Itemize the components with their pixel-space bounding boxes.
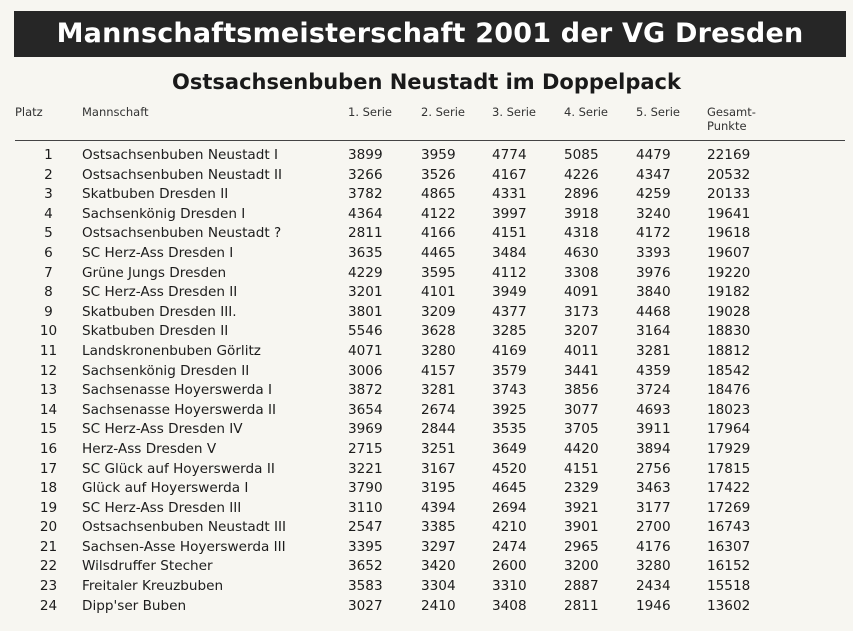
serie-5-cell: 4468 xyxy=(636,303,671,320)
serie-5-cell: 2434 xyxy=(636,578,671,595)
total-cell: 17964 xyxy=(707,421,751,438)
team-cell: SC Herz-Ass Dresden IV xyxy=(82,421,243,438)
rank-cell: 1 xyxy=(44,147,53,163)
serie-5-cell: 1946 xyxy=(636,597,671,614)
total-cell: 19618 xyxy=(707,225,751,242)
serie-4-cell: 4091 xyxy=(564,284,599,301)
serie-1-cell: 3654 xyxy=(348,401,383,418)
serie-5-cell: 3894 xyxy=(636,440,671,457)
serie-2-cell: 3209 xyxy=(421,303,456,320)
serie-1-cell: 4071 xyxy=(348,342,383,359)
serie-3-cell: 4331 xyxy=(492,186,527,203)
total-cell: 19028 xyxy=(707,303,751,320)
serie-4-cell: 3200 xyxy=(564,558,599,575)
total-cell: 13602 xyxy=(707,597,751,614)
total-cell: 17929 xyxy=(707,440,751,457)
table-row xyxy=(15,557,845,577)
serie-2-cell: 4122 xyxy=(421,205,456,222)
team-cell: Sachsenkönig Dresden I xyxy=(82,205,246,222)
total-cell: 17815 xyxy=(707,460,751,477)
serie-5-cell: 3840 xyxy=(636,284,671,301)
total-cell: 18830 xyxy=(707,323,751,340)
serie-2-cell: 3304 xyxy=(421,578,456,595)
serie-1-cell: 3006 xyxy=(348,362,383,379)
total-cell: 16307 xyxy=(707,538,751,555)
serie-4-cell: 4420 xyxy=(564,440,599,457)
serie-3-cell: 3310 xyxy=(492,578,527,595)
total-cell: 17269 xyxy=(707,499,751,516)
serie-3-cell: 3285 xyxy=(492,323,527,340)
serie-4-cell: 3207 xyxy=(564,323,599,340)
serie-3-cell: 2474 xyxy=(492,538,527,555)
serie-4-cell: 2896 xyxy=(564,186,599,203)
table-row xyxy=(15,597,845,617)
serie-3-cell: 3925 xyxy=(492,401,527,418)
table-row xyxy=(15,479,845,499)
serie-4-cell: 3918 xyxy=(564,205,599,222)
serie-2-cell: 3251 xyxy=(421,440,456,457)
serie-2-cell: 3420 xyxy=(421,558,456,575)
rank-cell: 9 xyxy=(44,303,53,320)
serie-4-cell: 2887 xyxy=(564,578,599,595)
serie-5-cell: 2700 xyxy=(636,519,671,536)
team-cell: Sachsenkönig Dresden II xyxy=(82,362,250,379)
serie-3-cell: 3743 xyxy=(492,382,527,399)
rank-cell: 24 xyxy=(39,597,58,614)
serie-5-cell: 4359 xyxy=(636,362,671,379)
total-cell: 22169 xyxy=(707,147,751,163)
serie-1-cell: 3395 xyxy=(348,538,383,555)
total-cell: 20532 xyxy=(707,166,751,183)
team-cell: Sachsenasse Hoyerswerda II xyxy=(82,401,277,418)
table-header-row xyxy=(15,103,845,141)
rank-cell: 12 xyxy=(39,362,58,379)
column-header-gesamtpunkte: Gesamt- Punkte xyxy=(707,103,845,141)
serie-4-cell: 3441 xyxy=(564,362,599,379)
total-cell: 20133 xyxy=(707,186,751,203)
page-title-banner: Mannschaftsmeisterschaft 2001 der VG Dresden xyxy=(14,11,846,57)
serie-3-cell: 4112 xyxy=(492,264,527,281)
serie-2-cell: 3167 xyxy=(421,460,456,477)
table-row xyxy=(15,381,845,401)
serie-1-cell: 4229 xyxy=(348,264,383,281)
serie-3-cell: 4151 xyxy=(492,225,527,242)
serie-1-cell: 2811 xyxy=(348,225,383,242)
table-row xyxy=(15,303,845,323)
serie-2-cell: 3526 xyxy=(421,166,456,183)
serie-5-cell: 3164 xyxy=(636,323,671,340)
total-cell: 17422 xyxy=(707,480,751,497)
rank-cell: 18 xyxy=(39,480,58,497)
rank-cell: 19 xyxy=(39,499,58,516)
serie-1-cell: 3872 xyxy=(348,382,383,399)
table-row xyxy=(15,538,845,558)
serie-2-cell: 3959 xyxy=(421,147,456,163)
serie-3-cell: 3408 xyxy=(492,597,527,614)
team-cell: Sachsen-Asse Hoyerswerda III xyxy=(82,538,286,555)
rank-cell: 16 xyxy=(39,440,58,457)
serie-2-cell: 3385 xyxy=(421,519,456,536)
column-header-serie-2: 2. Serie xyxy=(421,103,492,141)
serie-1-cell: 3027 xyxy=(348,597,383,614)
table-row xyxy=(15,205,845,225)
serie-1-cell: 3652 xyxy=(348,558,383,575)
team-cell: Dipp'ser Buben xyxy=(82,597,187,614)
total-cell: 19182 xyxy=(707,284,751,301)
column-header-mannschaft: Mannschaft xyxy=(82,103,348,141)
serie-4-cell: 2811 xyxy=(564,597,599,614)
team-cell: SC Herz-Ass Dresden III xyxy=(82,499,242,516)
rank-cell: 15 xyxy=(39,421,58,438)
serie-1-cell: 5546 xyxy=(348,323,383,340)
serie-2-cell: 4394 xyxy=(421,499,456,516)
total-cell: 18542 xyxy=(707,362,751,379)
serie-2-cell: 3281 xyxy=(421,382,456,399)
serie-1-cell: 3801 xyxy=(348,303,383,320)
serie-3-cell: 3997 xyxy=(492,205,527,222)
serie-3-cell: 2694 xyxy=(492,499,527,516)
serie-3-cell: 4167 xyxy=(492,166,527,183)
table-row xyxy=(15,401,845,421)
serie-2-cell: 3280 xyxy=(421,342,456,359)
serie-5-cell: 3976 xyxy=(636,264,671,281)
total-cell: 16743 xyxy=(707,519,751,536)
table-row xyxy=(15,362,845,382)
serie-2-cell: 4166 xyxy=(421,225,456,242)
serie-1-cell: 3635 xyxy=(348,244,383,261)
serie-4-cell: 3308 xyxy=(564,264,599,281)
serie-5-cell: 3724 xyxy=(636,382,671,399)
serie-5-cell: 4479 xyxy=(636,147,671,163)
serie-5-cell: 3240 xyxy=(636,205,671,222)
team-cell: Grüne Jungs Dresden xyxy=(82,264,227,281)
rank-cell: 8 xyxy=(44,284,53,301)
total-cell: 19641 xyxy=(707,205,751,222)
serie-1-cell: 3266 xyxy=(348,166,383,183)
serie-4-cell: 5085 xyxy=(564,147,599,163)
serie-2-cell: 4865 xyxy=(421,186,456,203)
serie-1-cell: 3899 xyxy=(348,147,383,163)
serie-4-cell: 3077 xyxy=(564,401,599,418)
serie-1-cell: 3790 xyxy=(348,480,383,497)
team-cell: Landskronenbuben Görlitz xyxy=(82,342,261,359)
table-row xyxy=(15,577,845,597)
column-header-serie-5: 5. Serie xyxy=(636,103,707,141)
serie-5-cell: 3393 xyxy=(636,244,671,261)
total-cell: 15518 xyxy=(707,578,751,595)
serie-2-cell: 3595 xyxy=(421,264,456,281)
serie-1-cell: 3221 xyxy=(348,460,383,477)
serie-2-cell: 3297 xyxy=(421,538,456,555)
rank-cell: 10 xyxy=(39,323,58,340)
rank-cell: 4 xyxy=(44,205,53,222)
total-cell: 18476 xyxy=(707,382,751,399)
table-row xyxy=(15,518,845,538)
team-cell: Skatbuben Dresden II xyxy=(82,323,229,340)
serie-5-cell: 3463 xyxy=(636,480,671,497)
serie-2-cell: 2844 xyxy=(421,421,456,438)
table-row xyxy=(15,420,845,440)
serie-4-cell: 3173 xyxy=(564,303,599,320)
article-subtitle: Ostsachsenbuben Neustadt im Doppelpack xyxy=(172,70,681,94)
table-row xyxy=(15,224,845,244)
serie-5-cell: 4176 xyxy=(636,538,671,555)
column-header-serie-1: 1. Serie xyxy=(348,103,421,141)
column-header-serie-3: 3. Serie xyxy=(492,103,564,141)
serie-3-cell: 4169 xyxy=(492,342,527,359)
serie-3-cell: 3484 xyxy=(492,244,527,261)
rank-cell: 2 xyxy=(44,166,53,183)
serie-2-cell: 3195 xyxy=(421,480,456,497)
column-header-serie-4: 4. Serie xyxy=(564,103,636,141)
rank-cell: 20 xyxy=(39,519,58,536)
serie-5-cell: 4347 xyxy=(636,166,671,183)
rank-cell: 17 xyxy=(39,460,58,477)
team-cell: Ostsachsenbuben Neustadt I xyxy=(82,147,279,163)
rank-cell: 11 xyxy=(39,342,58,359)
team-cell: SC Herz-Ass Dresden I xyxy=(82,244,234,261)
serie-1-cell: 2715 xyxy=(348,440,383,457)
serie-1-cell: 3782 xyxy=(348,186,383,203)
serie-1-cell: 4364 xyxy=(348,205,383,222)
rank-cell: 6 xyxy=(44,244,53,261)
serie-3-cell: 4377 xyxy=(492,303,527,320)
rank-cell: 14 xyxy=(39,401,58,418)
serie-3-cell: 3535 xyxy=(492,421,527,438)
serie-5-cell: 3911 xyxy=(636,421,671,438)
serie-4-cell: 4011 xyxy=(564,342,599,359)
serie-5-cell: 2756 xyxy=(636,460,671,477)
team-cell: Wilsdruffer Stecher xyxy=(82,558,213,575)
total-cell: 16152 xyxy=(707,558,751,575)
team-cell: Freitaler Kreuzbuben xyxy=(82,578,224,595)
table-body xyxy=(15,141,845,617)
table-row xyxy=(15,322,845,342)
rank-cell: 7 xyxy=(44,264,53,281)
serie-4-cell: 3901 xyxy=(564,519,599,536)
column-header-platz: Platz xyxy=(15,103,82,141)
serie-2-cell: 2674 xyxy=(421,401,456,418)
table-row xyxy=(15,499,845,519)
table-row xyxy=(15,264,845,284)
table-row xyxy=(15,141,845,166)
team-cell: Skatbuben Dresden II xyxy=(82,186,229,203)
team-cell: Skatbuben Dresden III. xyxy=(82,303,237,320)
serie-4-cell: 4318 xyxy=(564,225,599,242)
serie-5-cell: 4172 xyxy=(636,225,671,242)
table-row xyxy=(15,166,845,186)
table-row xyxy=(15,185,845,205)
serie-4-cell: 3705 xyxy=(564,421,599,438)
team-cell: SC Herz-Ass Dresden II xyxy=(82,284,238,301)
serie-5-cell: 3281 xyxy=(636,342,671,359)
serie-3-cell: 3949 xyxy=(492,284,527,301)
serie-4-cell: 4151 xyxy=(564,460,599,477)
serie-5-cell: 4693 xyxy=(636,401,671,418)
serie-4-cell: 4226 xyxy=(564,166,599,183)
team-cell: Glück auf Hoyerswerda I xyxy=(82,480,249,497)
serie-4-cell: 2329 xyxy=(564,480,599,497)
serie-2-cell: 4101 xyxy=(421,284,456,301)
rank-cell: 13 xyxy=(39,382,58,399)
serie-1-cell: 3110 xyxy=(348,499,383,516)
serie-2-cell: 4157 xyxy=(421,362,456,379)
serie-3-cell: 2600 xyxy=(492,558,527,575)
team-cell: Herz-Ass Dresden V xyxy=(82,440,217,457)
serie-5-cell: 3177 xyxy=(636,499,671,516)
rank-cell: 22 xyxy=(39,558,58,575)
total-cell: 18812 xyxy=(707,342,751,359)
table-row xyxy=(15,440,845,460)
team-cell: Ostsachsenbuben Neustadt II xyxy=(82,166,283,183)
serie-1-cell: 2547 xyxy=(348,519,383,536)
total-cell: 18023 xyxy=(707,401,751,418)
team-cell: Ostsachsenbuben Neustadt III xyxy=(82,519,287,536)
serie-5-cell: 4259 xyxy=(636,186,671,203)
serie-3-cell: 4645 xyxy=(492,480,527,497)
table-row xyxy=(15,283,845,303)
serie-3-cell: 3579 xyxy=(492,362,527,379)
table-row xyxy=(15,342,845,362)
rank-cell: 3 xyxy=(44,186,53,203)
team-cell: Ostsachsenbuben Neustadt ? xyxy=(82,225,282,242)
team-cell: Sachsenasse Hoyerswerda I xyxy=(82,382,273,399)
serie-2-cell: 2410 xyxy=(421,597,456,614)
serie-1-cell: 3583 xyxy=(348,578,383,595)
serie-2-cell: 3628 xyxy=(421,323,456,340)
serie-4-cell: 2965 xyxy=(564,538,599,555)
serie-5-cell: 3280 xyxy=(636,558,671,575)
serie-4-cell: 3856 xyxy=(564,382,599,399)
table-row xyxy=(15,244,845,264)
total-cell: 19220 xyxy=(707,264,751,281)
team-cell: SC Glück auf Hoyerswerda II xyxy=(82,460,275,477)
serie-3-cell: 4520 xyxy=(492,460,527,477)
rank-cell: 5 xyxy=(44,225,53,242)
serie-3-cell: 4774 xyxy=(492,147,527,163)
results-table xyxy=(15,103,845,616)
rank-cell: 23 xyxy=(39,578,58,595)
serie-2-cell: 4465 xyxy=(421,244,456,261)
serie-4-cell: 3921 xyxy=(564,499,599,516)
serie-3-cell: 3649 xyxy=(492,440,527,457)
total-cell: 19607 xyxy=(707,244,751,261)
table-row xyxy=(15,460,845,480)
rank-cell: 21 xyxy=(39,538,58,555)
serie-3-cell: 4210 xyxy=(492,519,527,536)
serie-1-cell: 3969 xyxy=(348,421,383,438)
serie-1-cell: 3201 xyxy=(348,284,383,301)
serie-4-cell: 4630 xyxy=(564,244,599,261)
